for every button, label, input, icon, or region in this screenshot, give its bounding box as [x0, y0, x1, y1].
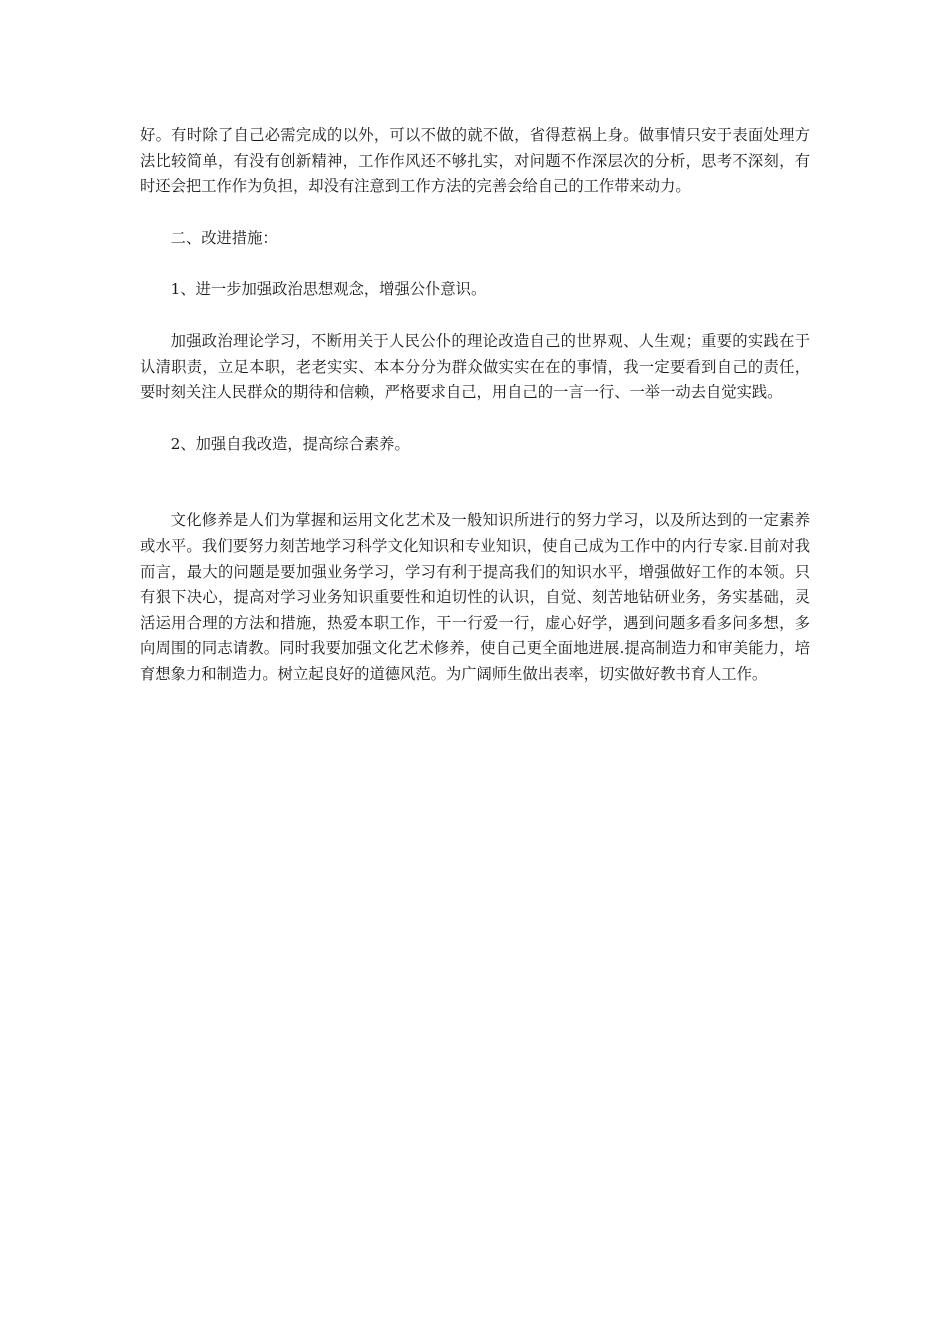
paragraph-political-study: 加强政治理论学习，不断用关于人民公仆的理论改造自己的世界观、人生观；重要的实践在于认清职责，立足本职，老老实实、本本分分为群众做实实在在的事情，我一定要看到自己的责任，要时刻关注人民群众的期待和信赖，严格要求自己，用自己的一言一行、一举一动去自觉实践。 [140, 331, 810, 402]
section-heading-improvement-measures: 二、改进措施： [170, 228, 278, 247]
paragraph-cultural-cultivation: 文化修养是人们为掌握和运用文化艺术及一般知识所进行的努力学习，以及所达到的一定素养或水平。我们要努力刻苦地学习科学文化知识和专业知识，使自己成为工作中的内行专家.目前对我而言，最大的问题是要加强业务学习，学习有利于提高我们的知识水平，增强做好工作的本领。只有狠下决心，提高对学习业务知识重要性和迫切性的认识，自觉、刻苦地钻研业务，务实基础，灵活运用合理的方法和措施，热爱本职工作，干一行爱一行，虚心好学，遇到问题多看多问多想，多向周围的同志请教。同时我要加强文化艺术修养，使自己更全面地进展.提高制造力和审美能力，培育想象力和制造力。树立起良好的道德风范。为广阔师生做出表率，切实做好教书育人工作。 [140, 511, 810, 683]
paragraph-spacer [140, 406, 810, 432]
paragraph-spacer [140, 303, 810, 329]
paragraph-spacer [140, 200, 810, 226]
subheading-2: 2、加强自我改造，提高综合素养。 [170, 434, 410, 453]
paragraph-continuation: 好。有时除了自己必需完成的以外，可以不做的就不做，省得惹祸上身。做事情只安于表面处理方法比较简单，有没有创新精神，工作作风还不够扎实，对问题不作深层次的分析，思考不深刻，有时还会把工作作为负担，却没有注意到工作方法的完善会给自己的工作带来动力。 [140, 126, 810, 196]
paragraph-spacer [140, 251, 810, 277]
paragraph-spacer [140, 457, 810, 508]
document-body [140, 123, 810, 688]
subheading-1: 1、进一步加强政治思想观念，增强公仆意识。 [170, 280, 487, 299]
